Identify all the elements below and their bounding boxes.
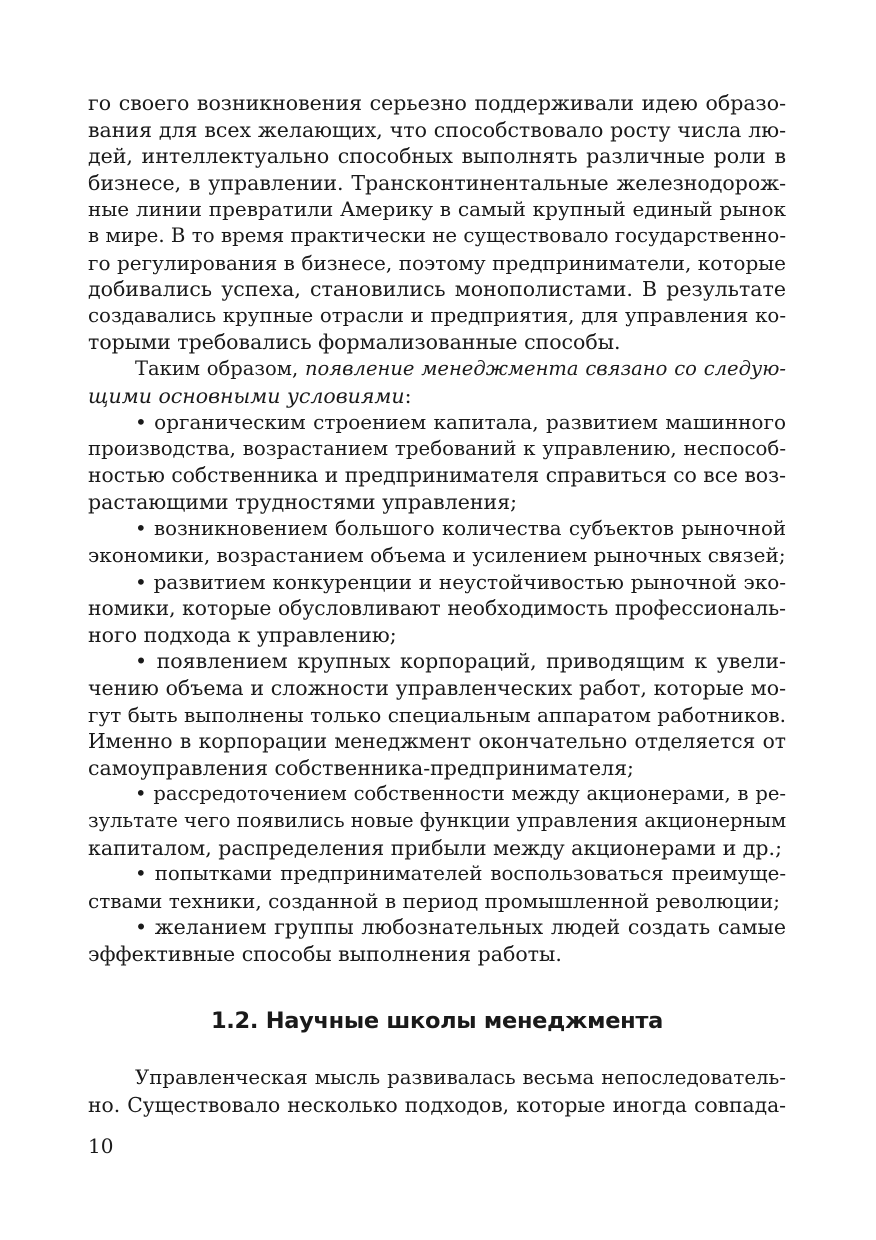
text-line: чению объема и сложности управленческих работ, которые мо- — [88, 676, 786, 701]
plain-text: Таким образом, — [135, 356, 305, 380]
text-line: • желанием группы любознательных людей создать самые — [135, 915, 786, 940]
italic-text: щими основными условиями — [88, 383, 405, 408]
text-line: бизнесе, в управлении. Трансконтинентальные железнодорож- — [88, 170, 786, 195]
plain-text: : — [404, 383, 412, 408]
text-line: вания для всех желающих, что способствовало росту числа лю- — [88, 117, 786, 142]
text-line: • попытками предпринимателей воспользоваться преимуще- — [135, 862, 786, 886]
text-line: растающими трудностями управления; — [88, 489, 518, 514]
text-line: в мире. В то время практически не существовало государственно- — [88, 223, 786, 247]
bullet-item — [88, 914, 786, 967]
text-line: • органическим строением капитала, развитием машинного — [135, 410, 786, 435]
paragraph-after-heading — [88, 1065, 786, 1118]
text-line — [88, 356, 786, 383]
text-line: создавались крупные отрасли и предприятия, для управления ко- — [88, 303, 786, 327]
text-line: дей, интеллектуально способных выполнять различные роли в — [88, 144, 786, 169]
section-heading: 1.2. Научные школы менеджмента — [210, 1008, 664, 1034]
text-line: Управленческая мысль развивалась весьма непоследователь- — [135, 1066, 786, 1089]
paragraph-intro-history — [88, 90, 786, 356]
text-line: го своего возникновения серьезно поддерживали идею образо- — [88, 91, 786, 115]
text-line: гут быть выполнены только специальным аппаратом работников. — [88, 702, 786, 727]
text-line: • развитием конкуренции и неустойчивостью рыночной эко- — [135, 569, 786, 594]
text-line: самоуправления собственника-предпринимателя; — [88, 755, 634, 780]
text-line: номики, которые обусловливают необходимость профессиональ- — [88, 596, 786, 621]
text-line — [88, 383, 786, 410]
text-line: • появлением крупных корпораций, приводящим к увели- — [135, 649, 786, 674]
bullet-item — [88, 781, 786, 861]
text-line: но. Существовало несколько подходов, которые иногда совпада- — [88, 1092, 786, 1117]
text-line: • рассредоточением собственности между акционерами, в ре- — [135, 782, 786, 806]
bullet-item — [88, 516, 786, 569]
text-line: го регулирования в бизнесе, поэтому предприниматели, которые — [88, 250, 786, 275]
bullet-item — [88, 409, 786, 515]
text-line: добивались успеха, становились монополистами. В результате — [88, 277, 786, 302]
text-line: ные линии превратили Америку в самый крупный единый рынок — [88, 197, 786, 222]
bullet-item — [88, 861, 786, 914]
text-line: ностью собственника и предпринимателя справиться со все воз- — [88, 463, 786, 488]
text-line: зультате чего появились новые функции управления акционерным — [88, 809, 787, 833]
page-body — [88, 90, 786, 968]
text-line: капиталом, распределения прибыли между акционерами и др.; — [88, 835, 782, 860]
text-line: производства, возрастанием требований к управлению, неспособ- — [88, 436, 786, 460]
bullet-item — [88, 569, 786, 649]
bullet-item — [88, 648, 786, 781]
text-line: ствами техники, созданной в период промышленной революции; — [88, 888, 780, 913]
paragraph-conditions-intro — [88, 356, 786, 409]
text-line: Именно в корпорации менеджмент окончательно отделяется от — [88, 729, 786, 754]
text-line: • возникновением большого количества субъектов рыночной — [135, 516, 786, 540]
text-line: эффективные способы выполнения работы. — [88, 942, 562, 966]
text-line: торыми требовались формализованные способы. — [88, 330, 621, 355]
page-number: 10 — [88, 1134, 114, 1158]
text-line: экономики, возрастанием объема и усилением рыночных связей; — [88, 543, 786, 568]
italic-text: появление менеджмента связано со следую- — [304, 356, 786, 380]
text-line: ного подхода к управлению; — [88, 622, 397, 647]
